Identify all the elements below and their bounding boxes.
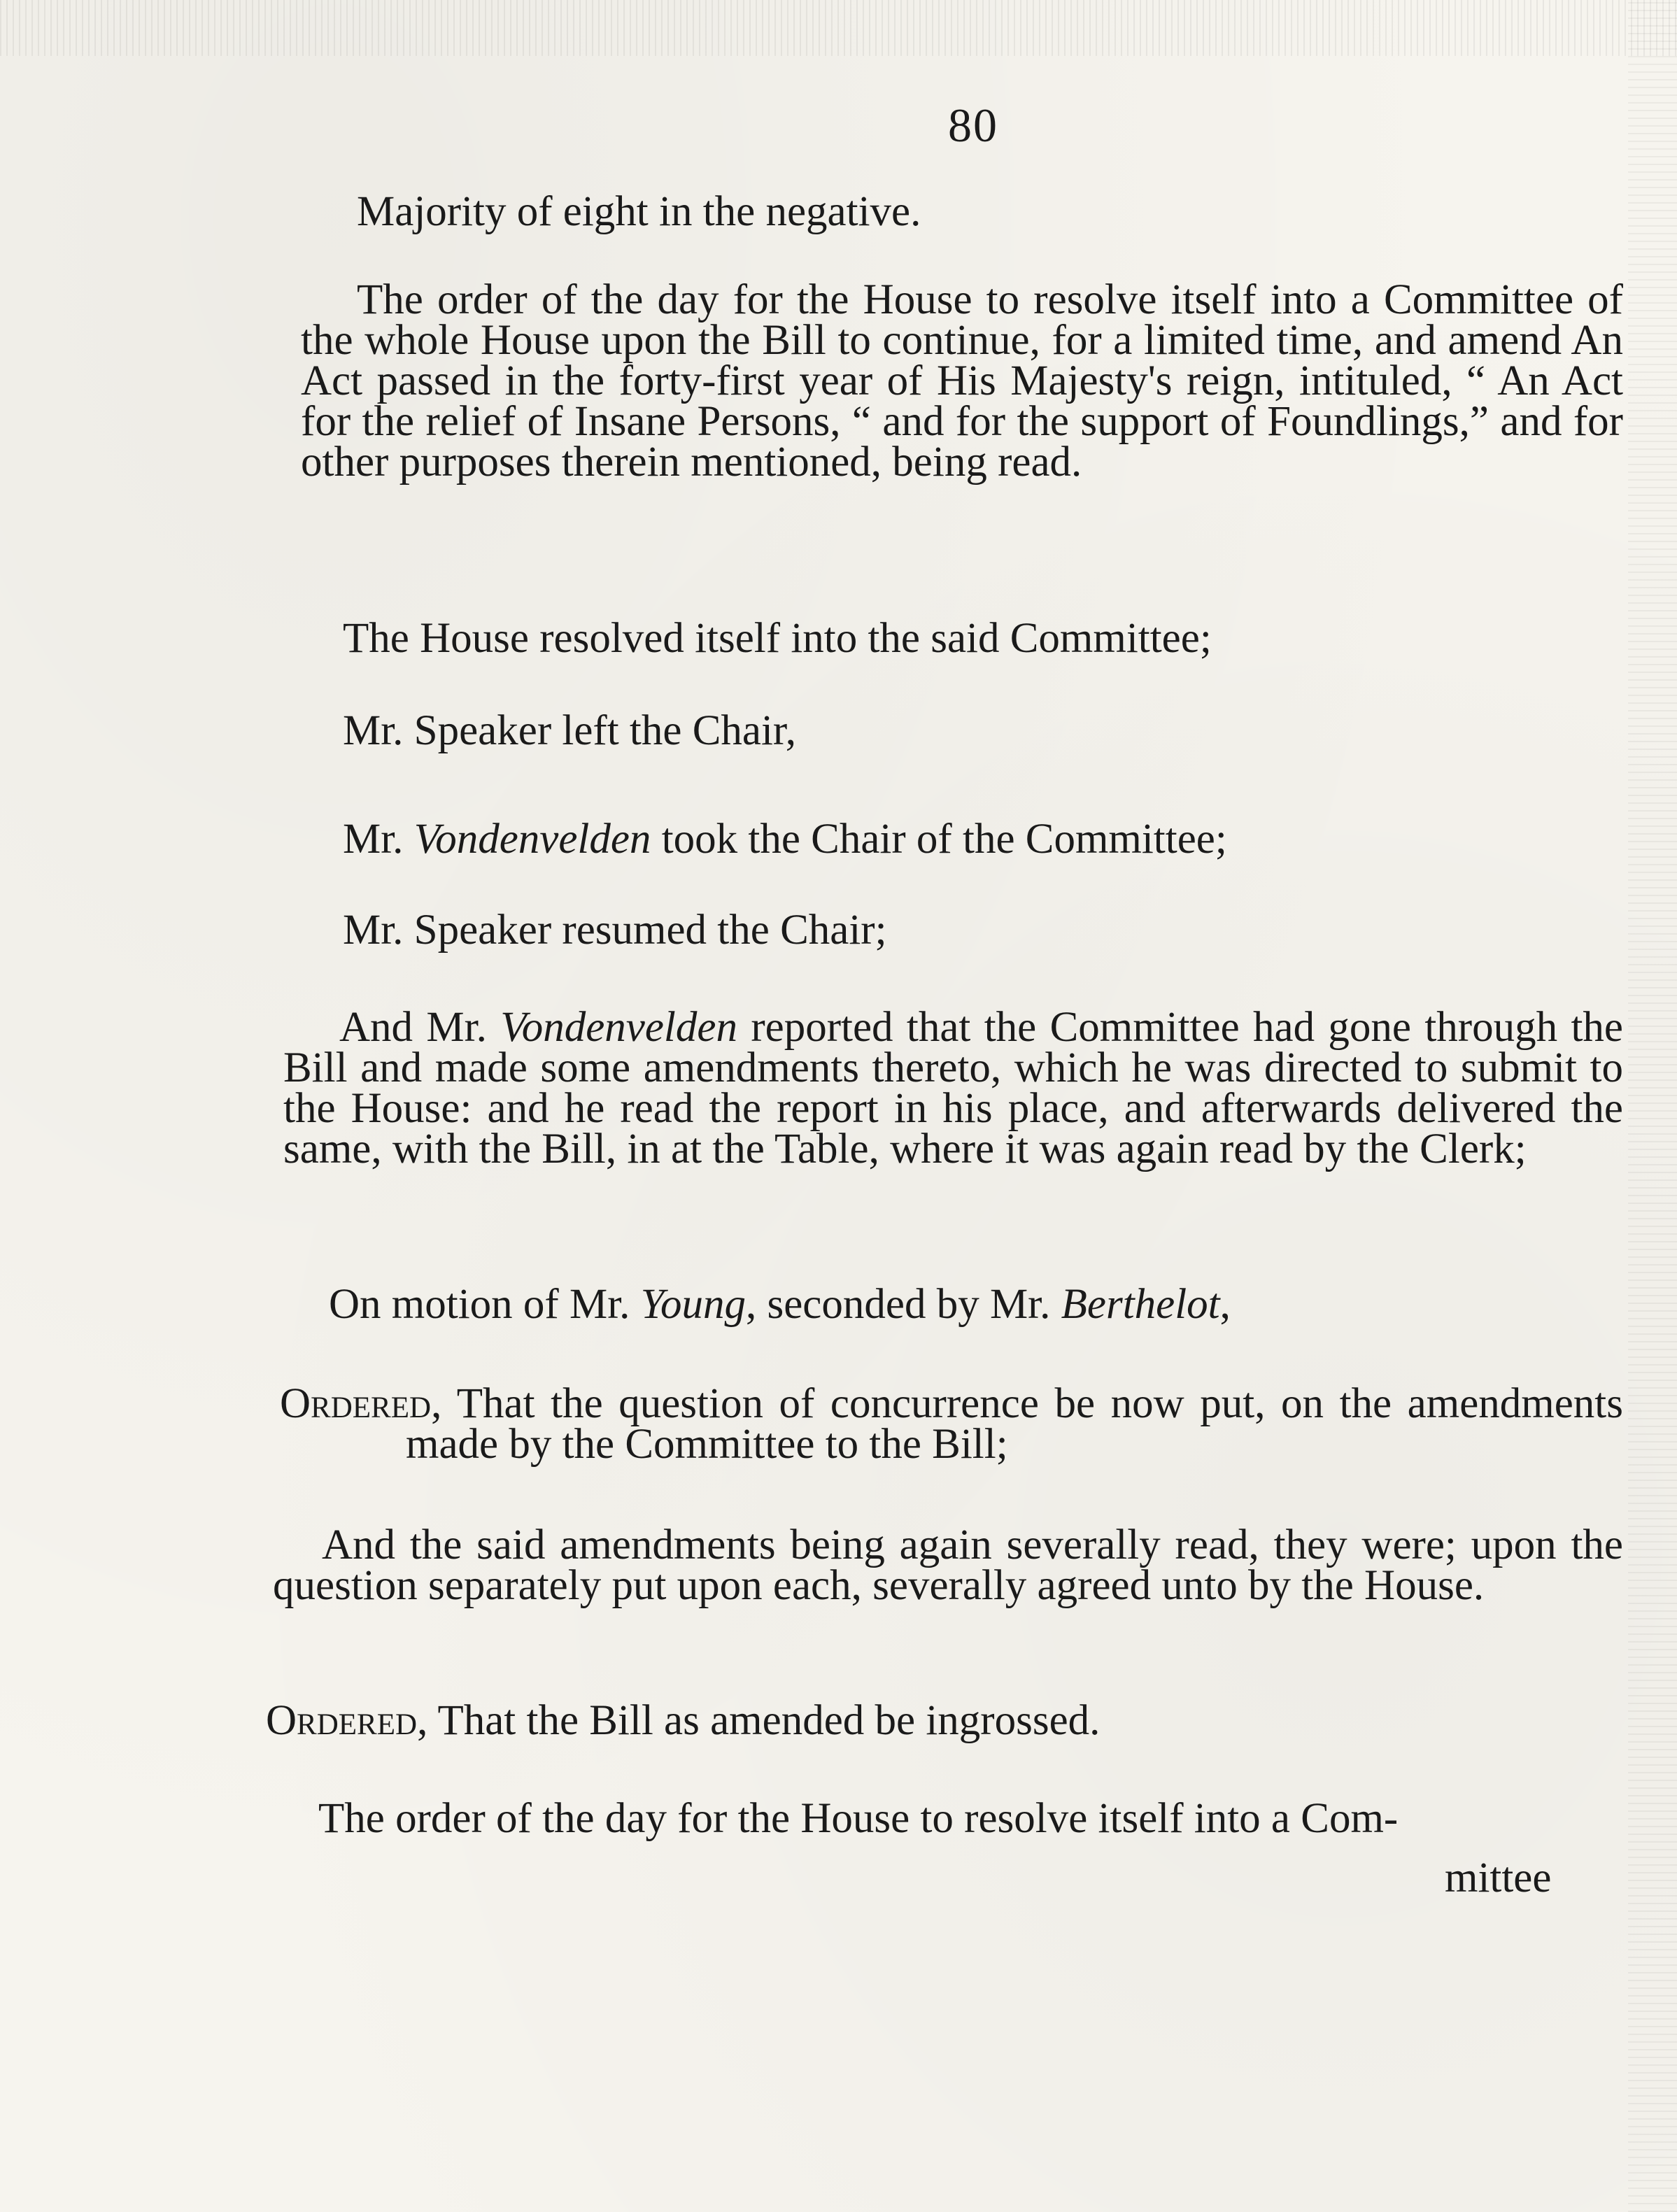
name-vondenvelden: Vondenvelden <box>413 816 651 863</box>
ordered-label: Ordered <box>280 1380 432 1427</box>
paragraph-ordered-ingrossed <box>266 1696 1100 1745</box>
catchword: mittee <box>1445 1855 1552 1901</box>
paragraph-speaker-left: Mr. Speaker left the Chair, <box>343 707 797 754</box>
text-bill-ingrossed: , That the Bill as amended be ingrossed. <box>417 1697 1101 1744</box>
text-comma: , <box>1219 1281 1231 1328</box>
text-reported: reported that the Committee had gone through the Bill and made some amendments thereto, which he was directed to submit to the House: and he read the report in his place, and afterwards delivered the same, with the Bill, in at the Table, where it was again read by the Clerk; <box>283 1004 1623 1172</box>
ordered-label-2: Ordered <box>266 1697 418 1744</box>
text-and-mr: And Mr. <box>339 1004 487 1051</box>
text-took-chair: took the Chair of the Committee; <box>661 816 1227 863</box>
scan-noise-right <box>1628 0 1677 2212</box>
paragraph-ordered-concurrence <box>280 1380 1623 1468</box>
paragraph-order-of-day-next: The order of the day for the House to resolve itself into a Com- <box>318 1795 1399 1842</box>
name-young: Young <box>640 1281 746 1328</box>
paragraph-order-of-day-insane-persons: The order of the day for the House to resolve itself into a Committee of the whole House upon the Bill to continue, for a limited time, and amend An Act passed in the forty-first year of His Majesty's reign, intituled, “ An Act for the relief of Insane Persons, “ and for the support of Foundlings,” and for other purposes therein mentioned, being read. <box>301 276 1623 485</box>
text-question-concurrence: , That the question of concurrence be now put, on the amendments made by the Committee to the Bill; <box>406 1380 1623 1468</box>
paragraph-vondenvelden-reported <box>283 1004 1623 1172</box>
scan-noise-top <box>0 0 1677 56</box>
paragraph-house-resolved: The House resolved itself into the said Committee; <box>343 615 1212 662</box>
name-vondenvelden-2: Vondenvelden <box>500 1004 737 1051</box>
paragraph-motion <box>329 1280 1231 1329</box>
paragraph-vondenvelden-took-chair <box>343 815 1227 864</box>
paragraph-amendments-agreed: And the said amendments being again severally read, they were; upon the question separately put upon each, severally agreed unto by the House. <box>273 1522 1623 1609</box>
page-number: 80 <box>948 99 998 152</box>
text-mr: Mr. <box>343 816 404 863</box>
paragraph-majority: Majority of eight in the negative. <box>357 188 921 235</box>
text-seconded: , seconded by Mr. <box>745 1281 1051 1328</box>
text-on-motion: On motion of Mr. <box>329 1281 630 1328</box>
name-berthelot: Berthelot <box>1061 1281 1220 1328</box>
paragraph-speaker-resumed: Mr. Speaker resumed the Chair; <box>343 907 887 953</box>
